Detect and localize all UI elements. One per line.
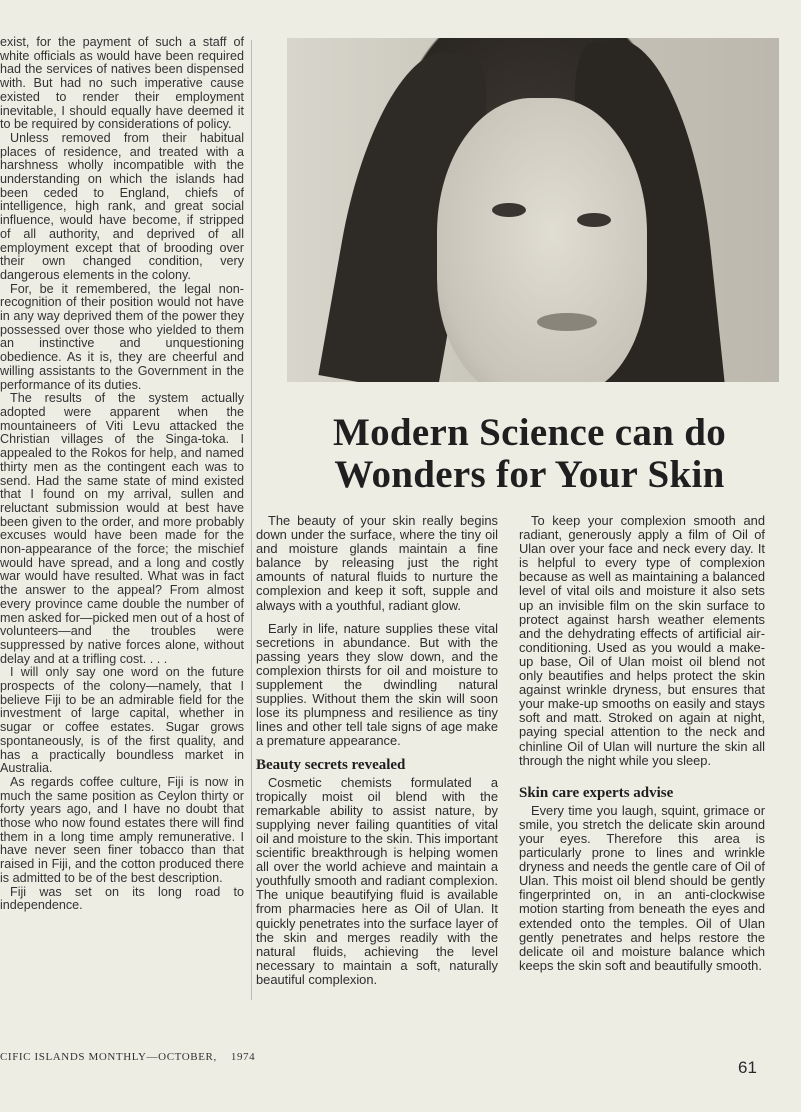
- left-paragraph-6: As regards coffee culture, Fiji is now in much the same position as Ceylon thirty or forty years ago, and I have no doubt that those who now found estates there will find them in a long time amply remunerative. I have never seen finer tobacco than that raised in Fiji, and the cotton produced there is admitted to be of the best description.: [0, 774, 244, 885]
- left-paragraph-2: Unless removed from their habitual places of residence, and treated with a harshness wholly incompatible with the understanding on which the islands had been ceded to England, chiefs of intelligence, high rank, and great social influence, would have become, if stripped of all authority, and deprived of all employment except that of brooding over their own changed condition, very dangerous elements in the colony.: [0, 130, 244, 282]
- left-paragraph-3: For, be it remembered, the legal non-recognition of their position would not have in any way deprived them of the power they possessed over those who yielded to them an instinctive and unquestioning obedience. As it is, they are cheerful and willing assistants to the Government in the performance of its duties.: [0, 281, 244, 392]
- left-paragraph-7: Fiji was set on its long road to independence.: [0, 884, 244, 913]
- footer-year: 1974: [230, 1051, 256, 1063]
- article-paragraph-1: The beauty of your skin really begins down under the surface, where the tiny oil and moisture glands maintain a fine balance by releasing just the right amounts of natural fluids to nurture the complexion and keep it soft, supple and always with a youthful, radiant glow.: [256, 513, 498, 613]
- left-paragraph-5: I will only say one word on the future prospects of the colony—namely, that I believe Fiji to be an admirable field for the investment of large capital, whether in sugar or coffee estates. Sugar grows spontaneously, is of the first quality, and has a practically boundless market in Australia.: [0, 665, 244, 776]
- headline-line-2: Wonders for Your Skin: [334, 453, 725, 496]
- footer-publication: CIFIC ISLANDS MONTHLY—OCTOBER,: [0, 1051, 217, 1063]
- article-paragraph-4: To keep your complexion smooth and radiant, generously apply a film of Oil of Ulan over your face and neck every day. It is helpful to every type of complexion because as well as maintaining a balanced level of vital oils and moisture it also sets up an invisible film on the skin surface to protect against harsh weather elements and the dehydrating effects of artificial air-conditioning. Used as you would a make-up base, Oil of Ulan moist oil blend not only beautifies and helps protect the skin against wrinkle dryness, but ensures that your make-up smooths on easily and stays soft and matt. Stroked on again at night, paying special attention to the neck and chinline Oil of Ulan will nurture the skin all through the night while you sleep.: [519, 513, 765, 768]
- photo-eye-left: [492, 203, 526, 217]
- article-paragraph-5: Every time you laugh, squint, grimace or smile, you stretch the delicate skin around your eyes. Therefore this area is particularly prone to lines and wrinkle dryness and needs the gentle care of Oil of Ulan. This moist oil blend should be gently fingerprinted on, in an anti-clockwise motion starting from beneath the eyes and extended onto the temples. Oil of Ulan gently penetrates and helps restore the delicate oil and moisture balance which keeps the skin soft and beautifully smooth.: [519, 802, 765, 973]
- left-paragraph-4: The results of the system actually adopted were apparent when the mountaineers of Viti Levu attacked the Christian villages of the Singa-toka. I appealed to the Rokos for help, and named thirty men as the contingent each was to send. Had the same state of mind existed that I found on my arrival, sullen and reluctant submission would at best have been given to the order, and more probably excuses would have been made for the non-appearance of the force; the mischief would have spread, and a long and costly war would have resulted. What was in fact the answer to the appeal? From almost every province came double the number of men asked for—picked men out of a host of volunteers—and the troubles were suppressed by native forces alone, without delay and at a trifling cost. . . .: [0, 391, 244, 666]
- previous-article-column: [0, 36, 244, 1036]
- photo-lips: [537, 313, 597, 331]
- subheading-beauty-secrets: Beauty secrets revealed: [256, 756, 406, 773]
- article-column-2: [519, 514, 765, 982]
- column-divider: [251, 40, 252, 1000]
- article-headline: [258, 412, 801, 496]
- page-footer: [0, 1051, 255, 1063]
- article-column-1: [256, 514, 498, 996]
- article-paragraph-3: Cosmetic chemists formulated a tropically moist oil blend with the remarkable ability to assist nature, by supplying never failing quantities of vital oil and moisture to the skin. This important scientific breakthrough is helping women all over the world achieve and maintain a youthfully smooth and radiant complexion. The unique beautifying fluid is available from pharmacies here as Oil of Ulan. It quickly penetrates into the surface layer of the skin and merges readily with the natural fluids, achieving the level necessary to maintain a soft, naturally beautiful complexion.: [256, 774, 498, 987]
- page-number: 61: [738, 1058, 757, 1077]
- woman-portrait-photo: [287, 38, 779, 382]
- headline-line-1: Modern Science can do: [332, 411, 726, 454]
- photo-face: [437, 98, 647, 382]
- photo-eye-right: [577, 213, 611, 227]
- left-paragraph-1: exist, for the payment of such a staff of white officials as would have been required had the services of natives been dispensed with. But had no such imperative cause existed to render their employment inevitable, I should equally have deemed it to be required by considerations of policy.: [0, 36, 244, 132]
- subheading-skin-care: Skin care experts advise: [519, 784, 674, 801]
- article-paragraph-2: Early in life, nature supplies these vital secretions in abundance. But with the passing years they slow down, and the complexion thirsts for oil and moisture to supplement the dwindling natural supplies. Without them the skin will soon lose its plumpness and resilience as tiny lines and other tell tale signs of age make a premature appearance.: [256, 620, 498, 749]
